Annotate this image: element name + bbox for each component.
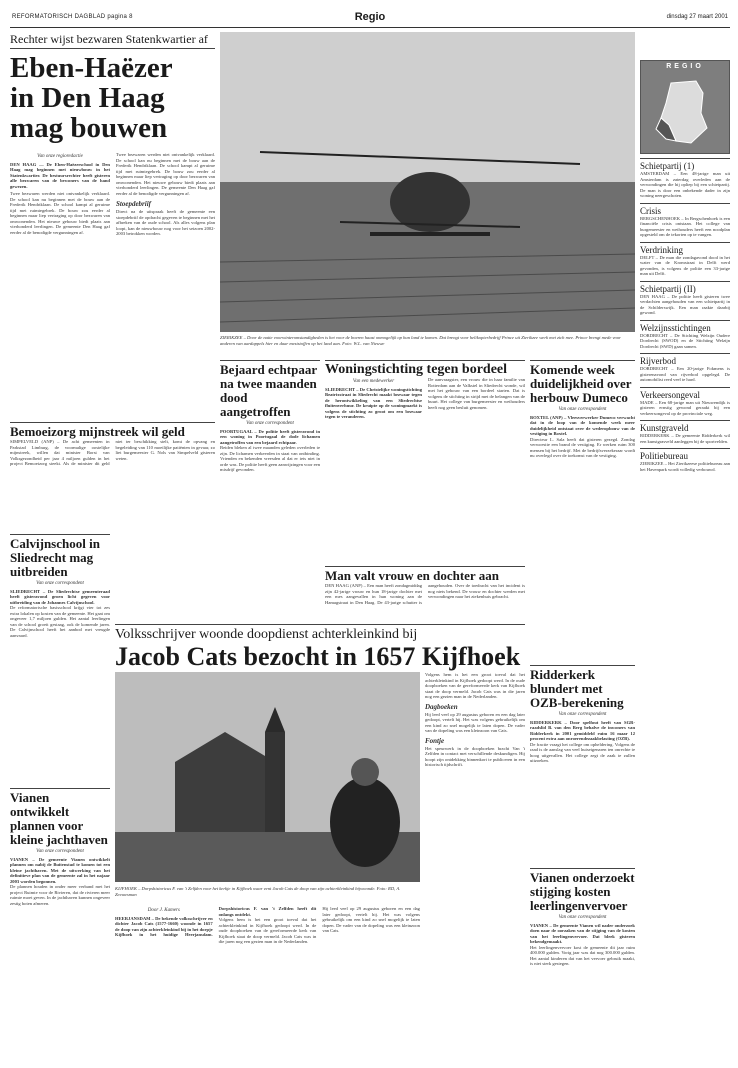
article-byline: Van een medewerker (352, 379, 395, 384)
article-byline: Van onze correspondent (36, 849, 84, 854)
article-byline: Van onze correspondent (246, 421, 294, 426)
article-text (325, 583, 525, 605)
article-body: De plannen houden in onder meer verband met het project Ruimte voor de Rivieren, dat de rivieren meer ruimte moet geven. In de jachthaven kunnen ongeveer zestig boten afmeren. (10, 884, 110, 906)
sidebar-item-body: DORDRECHT – De Stichting Welzijn Oudere Dordrecht (SWOD) en de Stichting Welzijn Dordrecht (SWD) gaan samen. (640, 332, 730, 349)
helicopter-photo (220, 32, 635, 332)
article-lead: VIANEN – De gemeente Vianen wil nader onderzoek doen naar de oorzaken van de stijging van de kosten van het leerlingenvervoer. Dat bleek gisteren bekendgemaakt. (530, 922, 635, 944)
article-byline: Door J. Kamers (147, 908, 180, 913)
headline-line: in Den Haag (10, 82, 165, 114)
article-body: Beiden bleken al twee maanden geleden overleden te zijn. De lichamen verkeerden in staat van ontbinding. Vrienden en bekenden vreesden al dat er iets niet in orde was. De politie heeft geen aanwijzingen voor een misdrijf gevonden. (220, 445, 320, 472)
page-header (10, 10, 730, 28)
article-body: Volgens hem is het een groot toeval dat het achterkleinkind in Kijfhoek gedoopt werd. In de oude doopboeken van de gereformeerde kerk van Kijfhoek staat de doop vermeld. Jacob Cats was in die jaren nog een gezien man in de Nederlanden. (218, 917, 317, 944)
sidebar-item-body: AMSTERDAM – Een 48-jarige man uit Amsterdam is zaterdag overleden aan de verwondingen die hij opliep bij een schietpartij. De man is door een onbekende dader in zijn woning neergeschoten. (640, 171, 730, 198)
article-body-2: Direct na de uitspraak heeft de gemeente een stoepdebriif de opdracht gegeven te beginnen met het afbreken van de oude school. Als alles volgens plan loopt, kan de nieuwbouw nog voor het seizoen 2002-2003 betrokken worden. (116, 209, 215, 236)
article-jacob-cats (115, 624, 525, 1060)
article-columns (10, 152, 215, 414)
section-title: Regio (354, 11, 386, 23)
article-body: Volgens hem is het een groot toeval dat het achterkleinkind in Kijfhoek gedoopt werd. In de oude doopboeken van de gereformeerde kerk van Kijfhoek staat de doop vermeld. Jacob Cats was in die jaren nog een gezien man in de Nederlanden. (425, 672, 525, 699)
article-byline: Van onze correspondent (558, 915, 607, 920)
sidebar-item-title: Politiebureau (640, 448, 730, 461)
article-title: Komende week duidelijkheid over herbouw Dumeco (530, 360, 635, 405)
article-title: Man valt vrouw en dochter aan (325, 566, 525, 583)
church-photo (115, 672, 420, 882)
sidebar-item (640, 158, 730, 199)
article-lead: SLIEDRECHT – De Sliedrechtse gemeenteraad heeft gisteravond groen licht gegeven voor uitbreiding van de Johannes Calvijnschool. (10, 588, 110, 605)
article-text (530, 913, 635, 967)
article-title: Bemoeizorg mijnstreek wil geld (10, 422, 215, 439)
sidebar-item-body: DEN HAAG – De politie heeft gisteren twee verdachten aangehouden van een schietpartij in de Schilderswijk. Een man raakte daarbij gewond. (640, 293, 730, 315)
article-lead: BOXTEL (ANP) – Vleesverwerker Dumeco verwacht dat in de loop van de komende week meer duidelijkheid ontstaat over de wederopbouw van de vestiging in Boxtel. (530, 414, 635, 436)
sidebar-item-title: Rijverbod (640, 353, 730, 366)
newspaper-page (10, 10, 730, 1062)
article-body: Twee bezwaren werden niet ontvankelijk verklaard. De school kan nu beginnen met de bouw aan de Frederik Hendriklaan. De school kampt al geruime tijd met ruimtegebrek. De bouw zou eerder al beginnen maar liep vertraging op door bezwaren van omwonenden. Het nieuwe gebouw biedt plaats aan vierhonderd leerlingen. De gemeente Den Haag gaf eerder al de benodigde vergunningen af. (116, 152, 215, 196)
article-lead: RIDDERKERK – Door spelfout heeft van SGR-raadslid B. van den Berg behalve de inwoners van Ridderkerk in 2001 gemiddeld ruim 16 maar 12 procent extra aan onroerendezaakbelasting (OZB). (530, 719, 635, 741)
article-lead: SLIEDRECHT – De Christelijke woningstichting Beatrixstraat in Sliedrecht maakt bezwaar tegen de herontwikkeling van een Sliedrechtse fluitenverhuur. De kruipte op de woningmarkt is volgens de stichting zo groot om een bezwaar tegen te veranderen. (325, 386, 422, 419)
sidebar-item-title: Kunstgraveld (640, 420, 730, 433)
sidebar-item-title: Verkeersongeval (640, 387, 730, 400)
article-bejaard (220, 360, 320, 620)
article-lead: HEERJANSDAM – De bekende volksschrijver en dichter Jacob Cats (1577-1660) woonde in 1657 de doop van zijn achterkleinkind bij in het dorpje Kijfhoek in het huidige Heerjansdam. Dorpshistoricus F. van 't Zelfden heeft dit onlangs ontdekt. (115, 906, 317, 937)
paper-name: REFORMATORISCH DAGBLAD pagina 8 (12, 14, 133, 20)
article-title: Jacob Cats bezocht in 1657 Kijfhoek (115, 642, 521, 671)
headline-line: Eben-Haëzer (10, 52, 173, 84)
sidebar-item-body: RIDDERKERK – De gemeente Ridderkerk wil een kunstgrasveld aanleggen bij de sportvelden. (640, 433, 730, 444)
article-kicker: Volksschrijver woonde doopdienst achterkleinkind bij (115, 624, 525, 643)
article-body: Hij leed veel op 29 augustus geboren en een dag later gedoopt, vertelt hij. Het was volgens gebruikelijk om een kind zo snel mogelijk te laten dopen. De vader van de dopeling was een kleinzoon van Cats. (425, 711, 525, 733)
sidebar-item-body: DORDRECHT – Een 20-jarige Fokmens is gisterenavond van rijverbod opgelegd. De automobilist reed veel te hard. (640, 366, 730, 382)
article-subhead: Fontje (425, 736, 445, 745)
article-text (530, 710, 635, 764)
article-headline (10, 53, 215, 143)
sidebar-item (640, 242, 730, 277)
article-lead: VIANEN – De gemeente Vianen ontwikkelt plannen om nabij de Buitenstad te komen tot een kleine jachthaven. Met de uitwerking van het definitieve plan van de gemeente zal in het najaar 2003 worden begonnen. (10, 856, 110, 884)
article-body: Het speurwerk in de doopboeken bracht Van 't Zelfden in contact met verschillende deskundigen. Hij hoopt zijn ontdekking binnenkort te publiceren in een historisch tijdschrift. (425, 745, 525, 767)
sidebar-item (640, 353, 730, 383)
sidebar-item-title: Welzijnsstichtingen (640, 320, 730, 333)
sidebar-item-title: Verdrinking (640, 242, 730, 255)
caption-text: KIJFHOEK – Dorpshistoricus F. van 't Zelfden voor het kerkje in Kijfhoek waar vent Jacob Cats de doop van zijn achterkleinkind bijwoonde. Foto: RD, A. Zeeuwsman (115, 886, 401, 897)
article-col-1 (10, 152, 110, 414)
caption-text: ZIERIKZEE – Door de natte voorwinteromstandigheden is het voor de boeren haast onmogelijk op hun land te komen. Dat brengt voor helikopterbedrijf Prince uit Zierikzee werk met zich mee. Prince brengt mede voor anderen van aardappels hier en daar meststoffen op het land aan. Foto: W.L. van Nieuwe (220, 335, 621, 346)
article-ridderkerk (530, 665, 635, 865)
article-body: DEN HAAG (ANP) – Een man heeft zondagmiddag zijn 42-jarige vrouw en hun 18-jarige dochter met een mes aangevallen in hun woning aan de Hamagstraat in Den Haag. De 43-jarige schutter is aangehouden. Over de toedracht van het incident is nog niets bekend. De vrouw en dochter werden met verwondingen naar het ziekenhuis gebracht. (325, 583, 525, 605)
article-text (10, 439, 215, 467)
article-body: Directeur L. Sala heeft dat gisteren gezegd. Zondag verwoestte een brand de vestiging. Er werken ruim 300 mensen bij het bedrijf. Met de bedrijfsverzekeraar wordt nu overlegd over de toekomst van de vestiging. (530, 436, 635, 458)
headline-line: mag bouwen (10, 112, 168, 144)
article-calvijn (10, 534, 110, 784)
article-kicker: Rechter wijst bezwaren Statenkwartier af (10, 32, 215, 49)
article-body: SIMPELVELD (ANP) – De acht gemeenten in Parkstad Limburg, de voormalige oostelijke mijnstreek, willen dat minister Borst van Volksgezondheid per jaar 4 miljoen gulden in het project Bemoeizorg steekt. Als de minister dit geld niet ter beschikking stelt, komt de opvang en begeleiding van 110 moeilijke patiënten in gevaar, zo liet burgemeester G. Nols van Simpelveld gisteren weten. (10, 439, 215, 466)
article-manvrouw (325, 566, 525, 620)
article-body: Hij leed veel op 29 augustus geboren en een dag later gedoopt, vertelt hij. Het was volgens gebruikelijk om een kind zo snel mogelijk te laten dopen. De vader van de dopeling was een kleinzoon van Cats. (322, 906, 420, 933)
cats-bottom-text (115, 906, 420, 1060)
regio-label: REGIO (666, 63, 704, 70)
article-byline: Van onze correspondent (558, 712, 607, 717)
article-body: De fractie vraagt het college om opheldering. Volgens de raad is de aanslag van veel huiseigenaren ten onrechte te hoog uitgevallen. Het college zegt de zaak te zullen uitzoeken. (530, 741, 635, 763)
article-subhead: Stoepdebriif (116, 200, 151, 208)
article-text (325, 377, 525, 420)
sidebar-list (640, 158, 730, 472)
article-text (10, 579, 110, 638)
main-article (10, 32, 215, 417)
issue-date: dinsdag 27 maart 2001 (666, 14, 728, 20)
article-body: De aanvraagster, een vrouw die in haar familie van Rotterdam aan de Valkstel in Sliedrecht wonde, wil met het gebouw van een bordeel starten. Dat is volgens de stichting in strijd met de belangen van de buurt. Het college van burgemeester en wethouders heeft nog geen besluit genomen. (428, 377, 525, 410)
article-text (220, 419, 320, 473)
article-vianen-haven (10, 788, 110, 1060)
article-dumeco (530, 360, 635, 660)
sidebar-item (640, 203, 730, 238)
church-caption (115, 886, 420, 902)
sidebar-item (640, 281, 730, 316)
netherlands-map-icon (641, 73, 729, 153)
article-text (10, 847, 110, 906)
article-woningstichting (325, 360, 525, 565)
article-body: Het leerlingenvervoer kost de gemeente dit jaar ruim 400.000 gulden. Vorig jaar was dat nog 300.000 gulden. Het aantal kinderen dat van het vervoer gebruik maakt, is niet sterk gestegen. (530, 944, 635, 966)
sidebar-item-body: ZIERIKZEE – Het Zierikzeese politiebureau aan het Havenpark wordt volledig verbouwd. (640, 461, 730, 472)
article-title: Woningstichting tegen bordeel (325, 360, 525, 377)
article-title: Calvijnschool in Sliedrecht mag uitbreiden (10, 534, 110, 579)
article-body: De reformatorische basisschool krijgt vier tot zes extra lokalen op kosten van de gemeente. Het gaat om ongeveer 1,7 miljoen gulden. Het aantal leerlingen van de school groeit gestaag, ook de komende jaren. De Calvijnschool heeft het aanbod met vreugde aanvaard. (10, 605, 110, 638)
sidebar-item-title: Schietpartij (1) (640, 158, 730, 171)
article-title: Ridderkerk blundert met OZB-berekening (530, 665, 635, 710)
article-body: Twee bezwaren werden niet ontvankelijk verklaard. De school kan nu beginnen met de bouw aan de Frederik Hendriklaan. De school kampt al geruime tijd met ruimtegebrek. De bouw zou eerder al beginnen maar liep vertraging op door bezwaren van omwonenden. Het nieuwe gebouw biedt plaats aan vierhonderd leerlingen. De gemeente Den Haag gaf eerder al de benodigde vergunningen af. (10, 191, 110, 235)
article-bemoeizorg (10, 422, 215, 532)
sidebar-item (640, 320, 730, 350)
article-byline: Van onze correspondent (558, 407, 607, 412)
sidebar-item (640, 448, 730, 472)
article-subhead: Dagboeken (425, 702, 458, 711)
article-lead: POORTUGAAL – De politie heeft gisteravond in een woning in Poortugaal de dode lichamen aangetroffen van een bejaard echtpaar. (220, 428, 320, 445)
article-text (530, 405, 635, 459)
sidebar-item-body: DELFT – De man die zondagavond dood in het water van de Kromstraat in Delft werd gevonden, is volgens de politie een 33-jarige man uit Delft. (640, 254, 730, 276)
article-col-2 (116, 152, 215, 414)
article-byline: Van onze regioredactie (37, 154, 83, 159)
church-illustration (115, 672, 420, 882)
sidebar-item-body: BERGSCHENHOEK – In Bergschenhoek is een financiële crisis ontstaan. Het college van burgemeester en wethouders heeft een noodplan opgesteld om de tekorten op te vangen. (640, 215, 730, 237)
helicopter-illustration (220, 32, 635, 332)
sidebar-item-body: MADE – Een 68-jarige man uit Nieuwendijk is gisteren ernstig gewond geraakt bij een verkeersongeval op de provinciale weg. (640, 399, 730, 416)
sidebar-item-title: Schietpartij (II) (640, 281, 730, 294)
article-title: Vianen ontwikkelt plannen voor kleine jachthaven (10, 788, 110, 847)
article-vianen-vervoer (530, 868, 635, 1060)
article-title: Vianen onderzoekt stijging kosten leerlingenvervoer (530, 870, 635, 913)
regio-map-box (640, 60, 730, 154)
article-title: Bejaard echtpaar na twee maanden dood aangetroffen (220, 360, 320, 419)
regio-sidebar (640, 60, 730, 1060)
article-byline: Van onze correspondent (36, 581, 84, 586)
sidebar-item (640, 387, 730, 417)
cats-side-text (425, 672, 525, 1060)
sidebar-item-title: Crisis (640, 203, 730, 216)
sidebar-item (640, 420, 730, 444)
article-lead: DEN HAAG — De Eben-Haëzerschool in Den Haag mag beginnen met nieuwbouw in het Statenkwartier. De bestuursrechter heeft gisteren alle bezwaren van de bewoners van de hand gewezen. (10, 161, 110, 189)
helicopter-caption (220, 335, 635, 357)
